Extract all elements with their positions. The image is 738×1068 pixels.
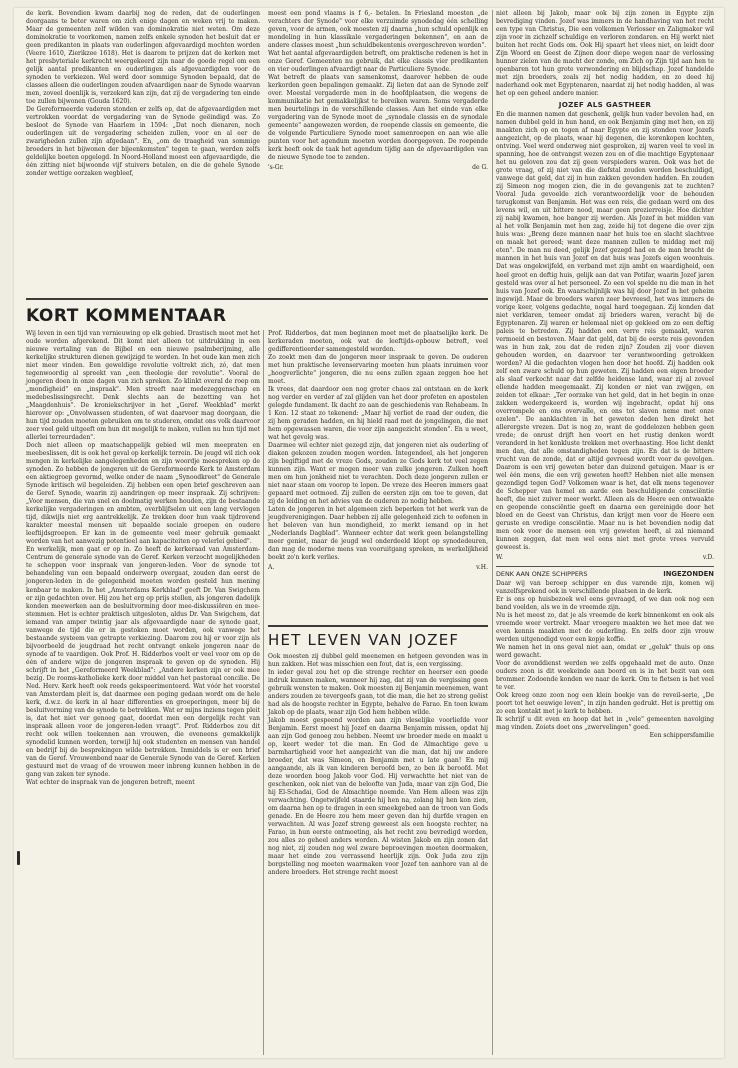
- top-signature-author: de G.: [472, 164, 488, 172]
- jozef-gastheer-subheading: JOZEF ALS GASTHEER: [558, 100, 652, 110]
- jozef-heading: HET LEVEN VAN JOZEF: [268, 631, 460, 649]
- top-signature-place: 's-Gr.: [268, 164, 284, 172]
- top-middle-text: moest een pond vlaams is f 6,- betalen. In Friesland moesten „de verachters der Synode" voor elke verzuimde synodedag één schelling geven, voor de armen, ook moesten zij daarna „hun schuld openlijk en mondeling in hun klassikale vergaderingen bekennen", en aan de andere classes moest „hun schuldbekentenis overgeschreven worden". Wat het aantal afgevaardigden betreft, om praktische redenen is het in onze Geref. Gemeenten nu gebruik, dat elke classis vier predikanten en vier ouderlingen afvaardigt naar de Particuliere Synode. Wat betreft de plaats van samenkomst, daarover hebben de oude kerkorden geen bepalingen gemaakt. Zij lieten dat aan de Synode zelf over. Meestal vergaderde men in de hoofdplaatsen, die wegens de kommunikatie het gemakkelijkst te bereiken waren. Soms vergaderde men beurtelings in de verschillende classes. Aan het einde van elke vergadering van de Synode moet de „synodale classis en de synodale gemeente" aangewezen worden, de roepende classis en gemeente, die de volgende Particuliere Synode moet samenroepen en aan wie alle punten voor het agendum moeten worden doorgegeven. De roepende kerk heeft ook de taak het agendum tijdig aan de afgevaardigden van de nieuwe Synode toe te zenden.: [268, 10, 488, 162]
- kort-kommentaar-heading: KORT KOMMENTAAR: [26, 306, 227, 326]
- jozef-right-text-1: niet alleen bij Jakob, maar ook bij zijn zonen in Egypte zijn bevrediging vinden. Jozef was immers in de handhaving van het recht een type van Christus, Die een volkomen Verlosser en Zaligmaker wil zijn voor in zichzelf schuldige en verloren zondaren. en Hij werkt niet buiten het recht Gods om. Ook Hij spaart het vlees niet, en leidt door Zijn Woord en Geest de Zijnen door diepe wegen naar de verlossing hunner zielen van de macht der zonde, om Zich op Zijn tijd aan hen te openbaren tot hun grote verwondering en blijdschap. Jozef handelde met zijn broeders, zoals zij het nodig hadden, en zo deed hij naderhand ook met Egyptenaren, naardat zij het nodig hadden, al was het op een geheel andere manier.: [496, 10, 714, 98]
- newspaper-page: [14, 8, 724, 1058]
- ingezonden-divider: [496, 566, 714, 567]
- ingezonden-label: INGEZONDEN: [663, 570, 714, 579]
- column-rule-2: [492, 10, 493, 1055]
- jozef-signature-initial: W.: [496, 554, 504, 562]
- jozef-signature: [496, 554, 714, 562]
- ingezonden-subheading: DENK AAN ONZE SCHIPPERS: [496, 570, 588, 579]
- margin-mark: [17, 851, 20, 865]
- ingezonden-signature: Een schippersfamilie: [649, 732, 714, 740]
- jozef-right-text-2: En die mannen namen dat geschenk, gelijk hun vader bevolen had, en namen dubbel geld in hun hand, en ook Benjamin ging met hen, en zij maakten zich op en togen af naar Egypte en zij stonden voor Jozefs aangezicht, op de plaats, waar hij degenen, die korenkopen kochten, ontving. Veel werd onderweg niet gesproken, zij waren veel te veel in spanning, hoe de ontvangst wezen zou en of die machtige Egyptenaar het nu geloven zou dat zij geen verspieders waren. Ook was het de grote vraag, of zij niet van die diefstal zouden worden beschuldigd, vanwege dat geld, dat zij in hun zakken gevonden hadden. En zouden zij Simeon nog mogen zien, die in de gevangenis zat te zuchten? Vooral Juda gevoelde zich verantwoordelijk voor de behouden terugkomst van Benjamin. Het was een reis, die gedaan werd om des levens wil, en uit bittere nood, maar geen prezierreisje. Hoe dichter zij nabij kwamen, hoe banger zij werden. Als Jozef in het midden van al het volk Benjamin met hen zag, zeide hij tot degene die over zijn huis was: „Breng deze mannen naar het huis toe en slacht slachtvee en maak het gereed; want deze mannen zullen te middag met mij eten". De man nu deed, gelijk Jozef gezegd had en de man bracht de mannen in het huis van Jozef en dat huis was Jozefs eigen woonhuis. Dat was ongekwijfeld, en verband met zijn ambt en waardigheid, een heel groot en deftig huis, gelijk aan dat van Potifar, waarin Jozef jaren gesteld was over al het personeel. Zo een vol spelde nu die man in het huis van Jozef ook. En waarschijnlijk was hij door Jozef in het geheim ingewijd. Maar de broeders waren zeer bevreesd, het was immers de vorige keer, volgens gedachte, nogal hard toegegaan. Zij konden dat niet verklaren, temeer omdat zij brieders waren, veracht bij de Egyptenaren. Zij waren er helemaal niet op gekleed om zo een deftig paleis te betreden. Zij hadden een verre reis gemaakt, waren vermoeid en bestoven. Maar dat geld, dat bij de eerste reis gevonden was in hun zak, zou dat de reden zijn? Zouden zij voor dieven gehouden worden, en daarvoor ter verantwoording getrokken worden? Al die gedachten vlogen hen door het hoofd. Zij hadden ook zelf een zware schuld op hun geweten. Zij hadden een eigen broeder als slaaf verkocht naar dat zelfde heidense land, waar zij al zoveel ellende hadden meegemaakt. Zij konden er niet van zwijgen, en zeiden tot elkaar: „Ter oorzake van het geld, dat in het begin in onze zakken wedergekeerd is, worden wij ingebracht, opdat hij ons overrompele en ons overvalle, en ons tot slaven neme met onze ezelen". De aanklachten in het geweten deden hen direkt het allerergste vrezen. Dat is nog zo, want de goddelozen hebben geen vrede; de onrust drijft hen voort en het rustig denken wordt veranderd in het konkluste trekken met overhaasting. Hoe licht denkt men dan, dat alle omstandigheden tegen zijn. En dat is de bittere vrucht van de zonde, dat er altijd gevreesd wordt voor de gevolgen. Daarom is een vrij geweten beter dan duizend getuigen. Maar is er wel één mens, die een vrij geweten heeft? Hebben niet alle mensen gezondigd tegen God? Volkomen waar is het, dat elk mens tegenover de Schepper van hemel en aarde een beschuldigende consciëntie heeft, die niet zuiver meer werkt. Alleen als de Heere een ontwaakte en geopende consciëntie geeft en daarna een gereinigde door het bloed en de Geest van Christus, dan krijgt men voor de Heere een geruste en vredige consciëntie. Maar nu is het bovendien nodig dat men ook voor de mensen een vrij geweten heeft, al zal niemand kunnen zeggen, dat men wel eens niet met grote vrees vervuld geweest is.: [496, 111, 714, 552]
- jozef-divider: [268, 625, 488, 627]
- column-rule-1: [263, 330, 264, 1055]
- top-signature: [268, 164, 488, 172]
- kort-middle-column: [268, 330, 488, 630]
- jozef-signature-author: v.D.: [702, 554, 714, 562]
- top-middle-column: [268, 10, 488, 270]
- ingezonden-header: [496, 570, 714, 578]
- top-left-column: [26, 10, 260, 270]
- kort-signature: [268, 564, 488, 572]
- ingezonden-text: Daar wij van beroep schipper en dus varende zijn, komen wij vanzelfsprekend ook in verschillende plaatsen in de kerk. Er is ons op huisbezoek wel eens gevraagd, of we dan ook nog een band voelden, als we in de vreemde zijn. Nu is het meest zo, dat je als vreemde de kerk binnenkomt en ook als vreemde weer vertrekt. Maar vroegere maakten we het mee dat we even kennis maakten met de ouderling. En zelfs door zijn vrouw werden uitgenodigd voor een kopje koffie. We namen het in ons geval niet aan, omdat er „geluk" thuis op ons werd gewacht. Voor de avonddienst werden we zelfs opgehaald met de auto. Onze ouders zoon is dit weekeinde aan boord en is in het bezit van een brommer. Zodoende konden we naar de kerk. Om te fietsen is het veel te ver. Ook kreeg onze zoon nog een klein boekje van de reveil-serie, „De poort tot het eeuwige leven", in zijn handen gedrukt. Het is prettig om zo een kontakt met je kerk te hebben. Ik schrijf u dit even en hoop dat het in „vele" gemeenten navolging mag vinden. Zoiets doet ons „zwervelingen" goed.: [496, 580, 714, 732]
- kort-left-text: Wij leven in een tijd van vernieuwing op elk gebied. Drastisch moet met het oude worden afgerekend. Dit komt niet alleen tot uitdrukking in een nieuwe vertaling van de Bijbel en een nieuwe psalmberijming, alle kerkelijke strukturen dienen gewijzigd te worden. In het oude kan men zich niet meer vinden. Een geweldige revolutie voltrekt zich, zó, dat men tegenwoordig al spreekt van „een theologie der revolutie". Vooral de jongeren doen in onze dagen van zich spreken. Zo klinkt overal de roep om „mondigheid" en „inspraak". Men streeft naar medezeggenschap en medebeslissingsrecht. Denk slechts aan de bezetting van het „Maagdenhuis". De kroniekschrijver in het „Geref. Weekblad" merkt hierover op: „Onvolwassen studenten, of wat daarvoor mag doorgaan, die hun tijd zouden moeten gebruiken om te studeren, omdat ons volk daarvoor zeer veel geld uitgeeft om hun dit mogelijk te maken, vullen nu hun tijd met allerlei terreurdaden". Doch niet alleen op maatschappelijk gebied wil men meepraten en meebeslissen, dit is ook het geval op kerkelijk terrein. De jeugd wil zich ook mengen in kerkelijke aangelegenheden en zijn woordje meespreken op de synoden. Zo hebben de jongeren uit de Gereformeerde Kerk te Amsterdam een aktiegroep gevormd, welke onder de naam „Synoodkreet" de Generale Synode kritisch wil begeleiden. Zij hebben een open brief geschreven aan de Geref. Synode, waarin zij aandringen op meer inspraak. Zij schrijven: „Voor mensen, die van snel en doelmatig werken houden, zijn de bestaande kerkelijke vergaderingen en ambten, overblijfselen uit een lang vervlogen tijd, dikwijls niet erg aantrekkelijk. Ze trekken door hun vaak tijdrovend karakter meestal mensen uit bepaalde sociale groepen en oudere leeftijdsgroepen. Er kan in de gemeente veel meer gebruik gemaakt worden van het aanwezig potentieel aan kapaciteiten op velerlei gebied". En werkelijk, men gaat er op in. Zo heeft de kerkeraad van Amsterdam-Centrum de generale synode van de Geref. Kerken verzocht mogelijkheden te scheppen voor inspraak van jongeren-leden. Voor de synode tot behandeling van een bepaald onderwerp overgaat, zouden dan eerst de jongeren-leden in de gelegenheid moeten worden gesteld hun mening kenbaar te maken. In het „Amsterdams Kerkblad" geeft Dr. Van Swigchem er zijn gedachten over. Hij zou het erg op prijs stellen, als jongeren dadelijk konden meewerken aan de besluitvorming door mee-diskussiëren en mee-stemmen. Het is echter praktisch uitgesloten, aldus Dr. Van Swigchem, dat iemand van amper twintig jaar als afgevaardigde naar de synode gaat, vanwege de tijd die er in gestoken moet worden, ook vanwege het bestaande systeem van getrapte verkiezing. Daarom zou hij er voor zijn als bijvoorbeeld de jeugdraad het recht ontvangt enkele jongeren naar de synode af te vaardigen. Ook Prof. H. Ridderbos voelt er veel voor om op de één of andere wijze de jongeren inspraak te geven op de synoden. Hij schrijft in het „Gereformeerd Weekblad": „Andere kerken zijn er ook mee bezig. De rooms-katholieke kerk door middel van het pastoraal concilie. De Ned. Herv. Kerk heeft ook reeds gekspeerimenteerd. Wat vóór het voorstel van Amsterdam pleit is, dat daarmee een poging gedaan wordt om de hele kerk, d.w.z. de kerk in al haar differenties en groeperingen, meer bij de besluitvorming van de synode te betrekken. Wat er mijns inziens tegen pleit is, dat het niet ver genoeg gaat, doordat men een dergelijk recht van inspraak alleen voor de jongeren-leden vraagt". Prof. Ridderbos zou dit recht ook willen toekennen aan vrouwen, die eveneens gemakkelijk synodelid kunnen worden, terwijl hij ook studenten en mensen van handel en bedrijf bij de besprekingen wilde betrekken. Inmiddels is er een brief van de Geref. Vrouwenbond naar de Generale Synode van de Geref. Kerken gestuurd met de vraag of de vrouwen meer inbreng kunnen hebben in de gang van zaken ter synode. Wat echter de inspraak van de jongeren betreft, meent: [26, 330, 260, 786]
- kort-middle-text: Prof. Ridderbos, dat men beginnen moet met de plaatselijke kerk. De kerkeraden moeten, ook wat de leeftijds-opbouw betreft, veel gedifferentieerder samengesteld worden. Zo zoekt men dan de jongeren meer inspraak te geven. De ouderen met hun praktische levenservaring moeten hun plaats inruimen voor „hoogverlichte" jongeren, die nu eens zullen zgaan zeggen hoe het moet. Ik vrees, dat daardoor een nog groter chaos zal ontstaan en de kerk nog verder en verder af zal glijden van het door profeten en apostelen gelegde fundament. Ik dacht zo aan de geschiedenis van Rehabeam. In 1 Kon. 12 staat zo tekenend: „Maar hij verliet de raad der ouden, die zij hem geraden hadden, en hij hield raad met de jongelingen, die met hem opgewassen waren, die voor zijn aangezicht stonden". En u weet, wat het gevolg was. Daarmee wil echter niet gezegd zijn, dat jongeren niet als ouderling of diaken gekozen zouden mogen worden. Integendeel, als het jongeren zijn begiftigd met de vreze Gods, zouden ze Gods kerk tot veel zegen kunnen zijn. Want er mogen meer van zulke jongeren. Zulken hoeft men om hun jonkheid niet te verachten. Doch deze jongeren zullen er niet naar staan om voorop te lopen. De vreze des Heeren immers gaat gepaard met ootmoed. Zij zullen de eersten zijn om toe te geven, dat zij de leiding en het advies van de ouderen zo nodig hebben. Laten de jongeren in het algemeen zich beperken tot het werk van de jeugdverenigingen. Daar hebben zij alle gelegenheid zich te oefenen in het beleven van hun mondigheid, zo merkt iemand op in het „Nederlands Dagblad". Wanneer echter dat werk geen belangstelling meer geniet, maar de jeugd wel onderdeeld klopt op synodedeuren, dan mag de moderne mens van vooruitgang spreken, m werkelijkheid boekt zo'n kerk verlies.: [268, 330, 488, 562]
- jozef-middle-column: [268, 653, 488, 1053]
- kort-signature-initial: A.: [268, 564, 275, 572]
- right-column: [496, 10, 714, 1055]
- kort-signature-author: v.H.: [476, 564, 488, 572]
- kort-left-column: [26, 330, 260, 1055]
- top-left-text: de kerk. Bovendien kwam daarbij nog de reden, dat de ouderlingen doorgaans te beter waren om zich enige dagen en weken vrij te maken. Maar de gemeenten zelf wilden van dominokratie niet weten. Om deze dominokratie te voorkomen, namen zelfs enkele synoden het besluit dat er geen predikanten in plaats van ouderlingen afgevaardigd mochten worden (Veere 1610, Zierikzee 1618). Het is daarom te prijzen dat de kerken met het presbyteriale kerkrecht weergekeerd zijn naar de goede regel om een gelijk aantal predikanten en ouderlingen als afgevaardigden voor de synoden te verkiezen. Wel werd door sommige Synoden bepaald, dat de classes alleen die ouderlingen zouden afvaardigen naar de Synode waarvan men, zoveel doenlijk is, verzekerd kan zijn, dat zij de vergadering ten einde toe zullen bijwonen (Gouda 1620). De Gereformeerde vaderen stonden er zelfs op, dat de afgevaardigden met vertrokken voordat de vergadering van de Synode geëindigd was. Zo besloot de Synode van Haarlem in 1594: „Dat noch dienaren, noch ouderlingen uit de vergadering scheiden zullen, voor en al eer de zwarigheden zullen zijn afgedaan". En, „om de traagheid van sommige broeders in het bijwonen der bijeenkomsten" tegen te gaan, werden zelfs geldelijke boeten opgelegd. In Noord-Holland moest een afgevaardigde, die één zitting niet bijwoonde vijf stuivers betalen, en die de gehele Synode zonder wettige oorzaken wegbleef,: [26, 10, 260, 178]
- top-divider: [26, 298, 488, 300]
- jozef-middle-text: Ook moesten zij dubbel geld meenemen en hetgeen gevonden was in hun zakken. Het was misschien een fout, dat is, een vergissing. In ieder geval zou het op die strenge rechter en heerser een goede indruk kunnen maken, wanneer hij zag, dat zij van de vergissing geen gebruik wensten te maken. Ook moesten zij Benjamin meenemen, want anders zouden ze tevergeefs gaan, tot die man, die het zo streng geëist had als de hoogste rechter in Egypte, behalve de Farao. En toen kwam Jakob op de plaats, waar zijn God hem hebben wilde. Jakob moest gespeend worden aan zijn vleselijke voorliefde voor Benjamin. Eerst moest hij Jozef en daarna Benjamin missen, opdat hij aan zijn God genoeg zou hebben. Neemt uw broeder mede en maakt u op, keert weder tot die man. En God de Almachtige geve u barmhartigheid voor het aangezicht van die man, dat hij uw andere broeder, dat was Simeon, en Benjamin met u late gaan! En mij aangaande, als ik van kinderen beroofd ben, zo ben ik beroofd. Met deze woorden boog Jakob voor God. Hij verwachtte het niet van de geschenken, ook niet van de beloofte van Juda, maar van zijn God, Die hij El-Schadai, God de Almachtige noemde. Van Hem alleen was zijn verwachting. Ongetwijfeld staarde hij hen na, zolang hij hen kon zien, om daarna hen op te dragen in een smeekgebed aan de troon van Gods genade. En de Heere zou hem meer geven dan hij durfde vragen en verwachten. Al was Jozef streng geweest als een hoogste rechter, na Farao, in hun eerste ontmoeting, als het recht zou bevredigd worden, zou alles zo geheel anders worden. Al wisten Jakob en zijn zonen dat nog niet, zij zouden nog wel zware beproevingen moeten doormaken, maar het einde zou verrassend heerlijk zijn. Ook Juda zou zijn borgstelling nog moeten waarmaken voor Jozef ten aanhore van al de andere broeders. Het strenge recht moest: [268, 653, 488, 877]
